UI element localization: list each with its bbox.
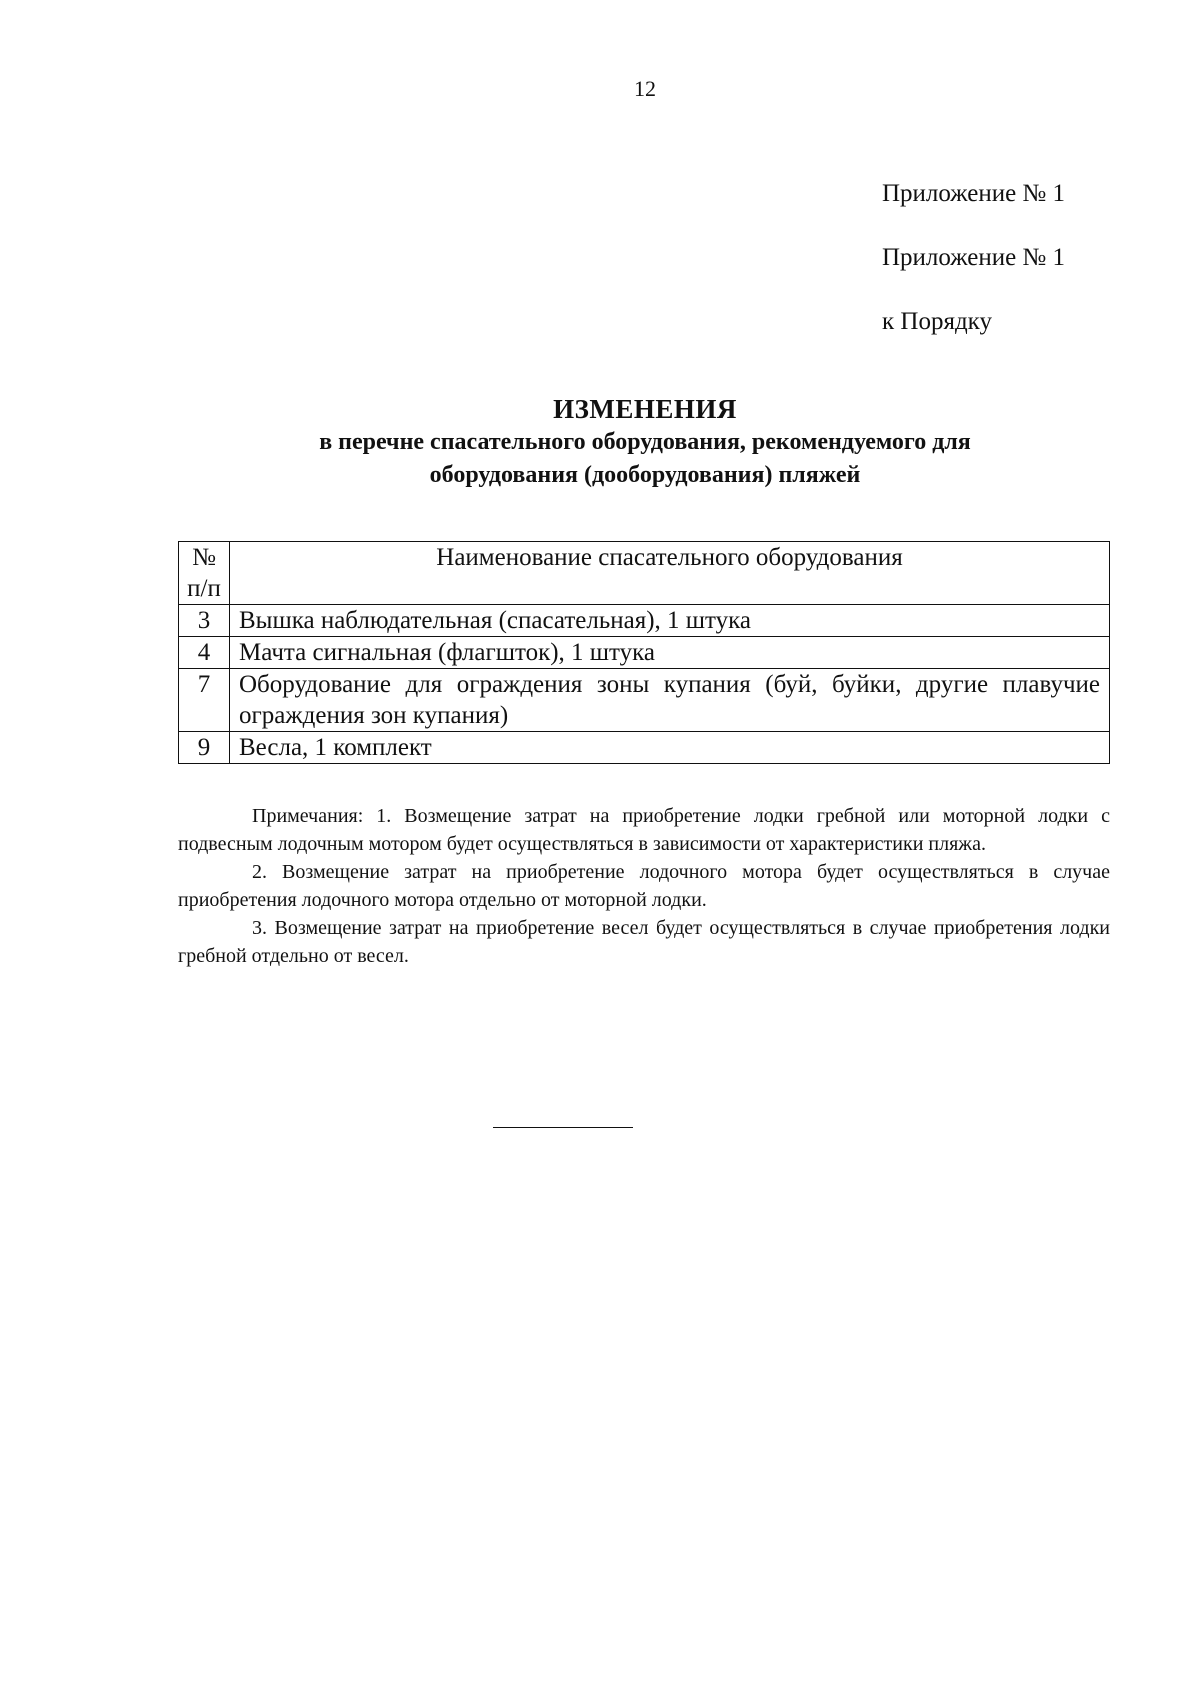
row-number: 9 [179, 732, 230, 764]
row-name: Вышка наблюдательная (спасательная), 1 штука [230, 605, 1110, 637]
row-name: Оборудование для ограждения зоны купания (буй, буйки, другие плавучие ограждения зон купания) [230, 669, 1110, 732]
row-number: 3 [179, 605, 230, 637]
title-subheading-line-1: в перечне спасательного оборудования, рекомендуемого для [319, 429, 971, 455]
notes-section [178, 802, 1110, 970]
page-number: 12 [634, 76, 656, 101]
row-number: 4 [179, 637, 230, 669]
appendix-reference [882, 162, 1065, 354]
table-row [179, 605, 1110, 637]
appendix-line-2: Приложение № 1 [882, 244, 1066, 271]
end-divider [493, 1127, 633, 1128]
appendix-line-1: Приложение № 1 [882, 180, 1066, 207]
equipment-table [178, 541, 1110, 764]
row-name: Мачта сигнальная (флагшток), 1 штука [230, 637, 1110, 669]
note-3: 3. Возмещение затрат на приобретение весел будет осуществляться в случае приобретения лодки гребной отдельно от весел. [178, 917, 1110, 967]
table-row [179, 669, 1110, 732]
note-2: 2. Возмещение затрат на приобретение лодочного мотора будет осуществляться в случае приобретения лодочного мотора отдельно от моторной лодки. [178, 861, 1110, 911]
column-header-number: № п/п [179, 542, 230, 605]
table-header-row [179, 542, 1110, 605]
column-header-name: Наименование спасательного оборудования [230, 542, 1110, 605]
row-number: 7 [179, 669, 230, 732]
table-row [179, 637, 1110, 669]
appendix-line-3: к Порядку [882, 308, 992, 335]
table-row [179, 732, 1110, 764]
title-subheading-line-2: оборудования (дооборудования) пляжей [429, 462, 861, 488]
document-title [180, 392, 1110, 492]
row-name: Весла, 1 комплект [230, 732, 1110, 764]
title-heading: ИЗМЕНЕНИЯ [553, 394, 737, 424]
note-1: Примечания: 1. Возмещение затрат на приобретение лодки гребной или моторной лодки с подвесным лодочным мотором будет осуществляться в зависимости от характеристики пляжа. [178, 805, 1110, 855]
